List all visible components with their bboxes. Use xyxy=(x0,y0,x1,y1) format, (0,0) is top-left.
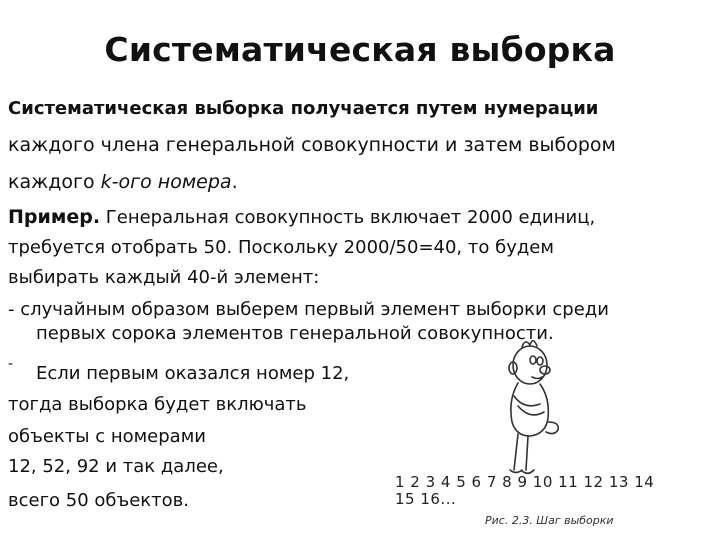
example-line-3: выбирать каждый 40-й элемент: xyxy=(8,267,320,288)
step-line-2: первых сорока элементов генеральной совокупности. xyxy=(36,323,554,344)
example-line xyxy=(8,205,595,230)
result-line-1: тогда выборка будет включать xyxy=(8,394,307,415)
slide-title: Систематическая выборка xyxy=(104,30,616,69)
cartoon-character-illustration xyxy=(470,330,590,480)
sampling-step-figure xyxy=(380,330,710,535)
k-number-text: k-ого номера xyxy=(100,171,232,193)
number-sequence-row-1: 1 2 3 4 5 6 7 8 9 10 11 12 13 14 xyxy=(395,473,655,491)
result-line-4: всего 50 объектов. xyxy=(8,490,190,511)
definition-line-1: Систематическая выборка получается путем нумерации xyxy=(8,98,599,119)
step-line-1: - случайным образом выберем первый элемент выборки среди xyxy=(8,299,609,320)
figure-caption: Рис. 2.3. Шаг выборки xyxy=(485,514,614,527)
example-text: Генеральная совокупность включает 2000 единиц, xyxy=(100,207,596,228)
definition-line-3-end: . xyxy=(231,171,238,193)
result-line-2: объекты с номерами xyxy=(8,426,206,447)
result-line-3: 12, 52, 92 и так далее, xyxy=(8,456,224,477)
bullet-mark: - xyxy=(8,356,14,372)
bullet-line: Если первым оказался номер 12, xyxy=(36,363,350,384)
definition-line-3 xyxy=(8,170,238,194)
definition-line-2: каждого члена генеральной совокупности и затем выбором xyxy=(8,134,616,156)
number-sequence-row-2: 15 16... xyxy=(395,490,457,508)
definition-line-3-start: каждого xyxy=(8,171,101,193)
example-line-2: требуется отобрать 50. Поскольку 2000/50=40, то будем xyxy=(8,237,554,258)
example-label: Пример. xyxy=(8,206,101,228)
